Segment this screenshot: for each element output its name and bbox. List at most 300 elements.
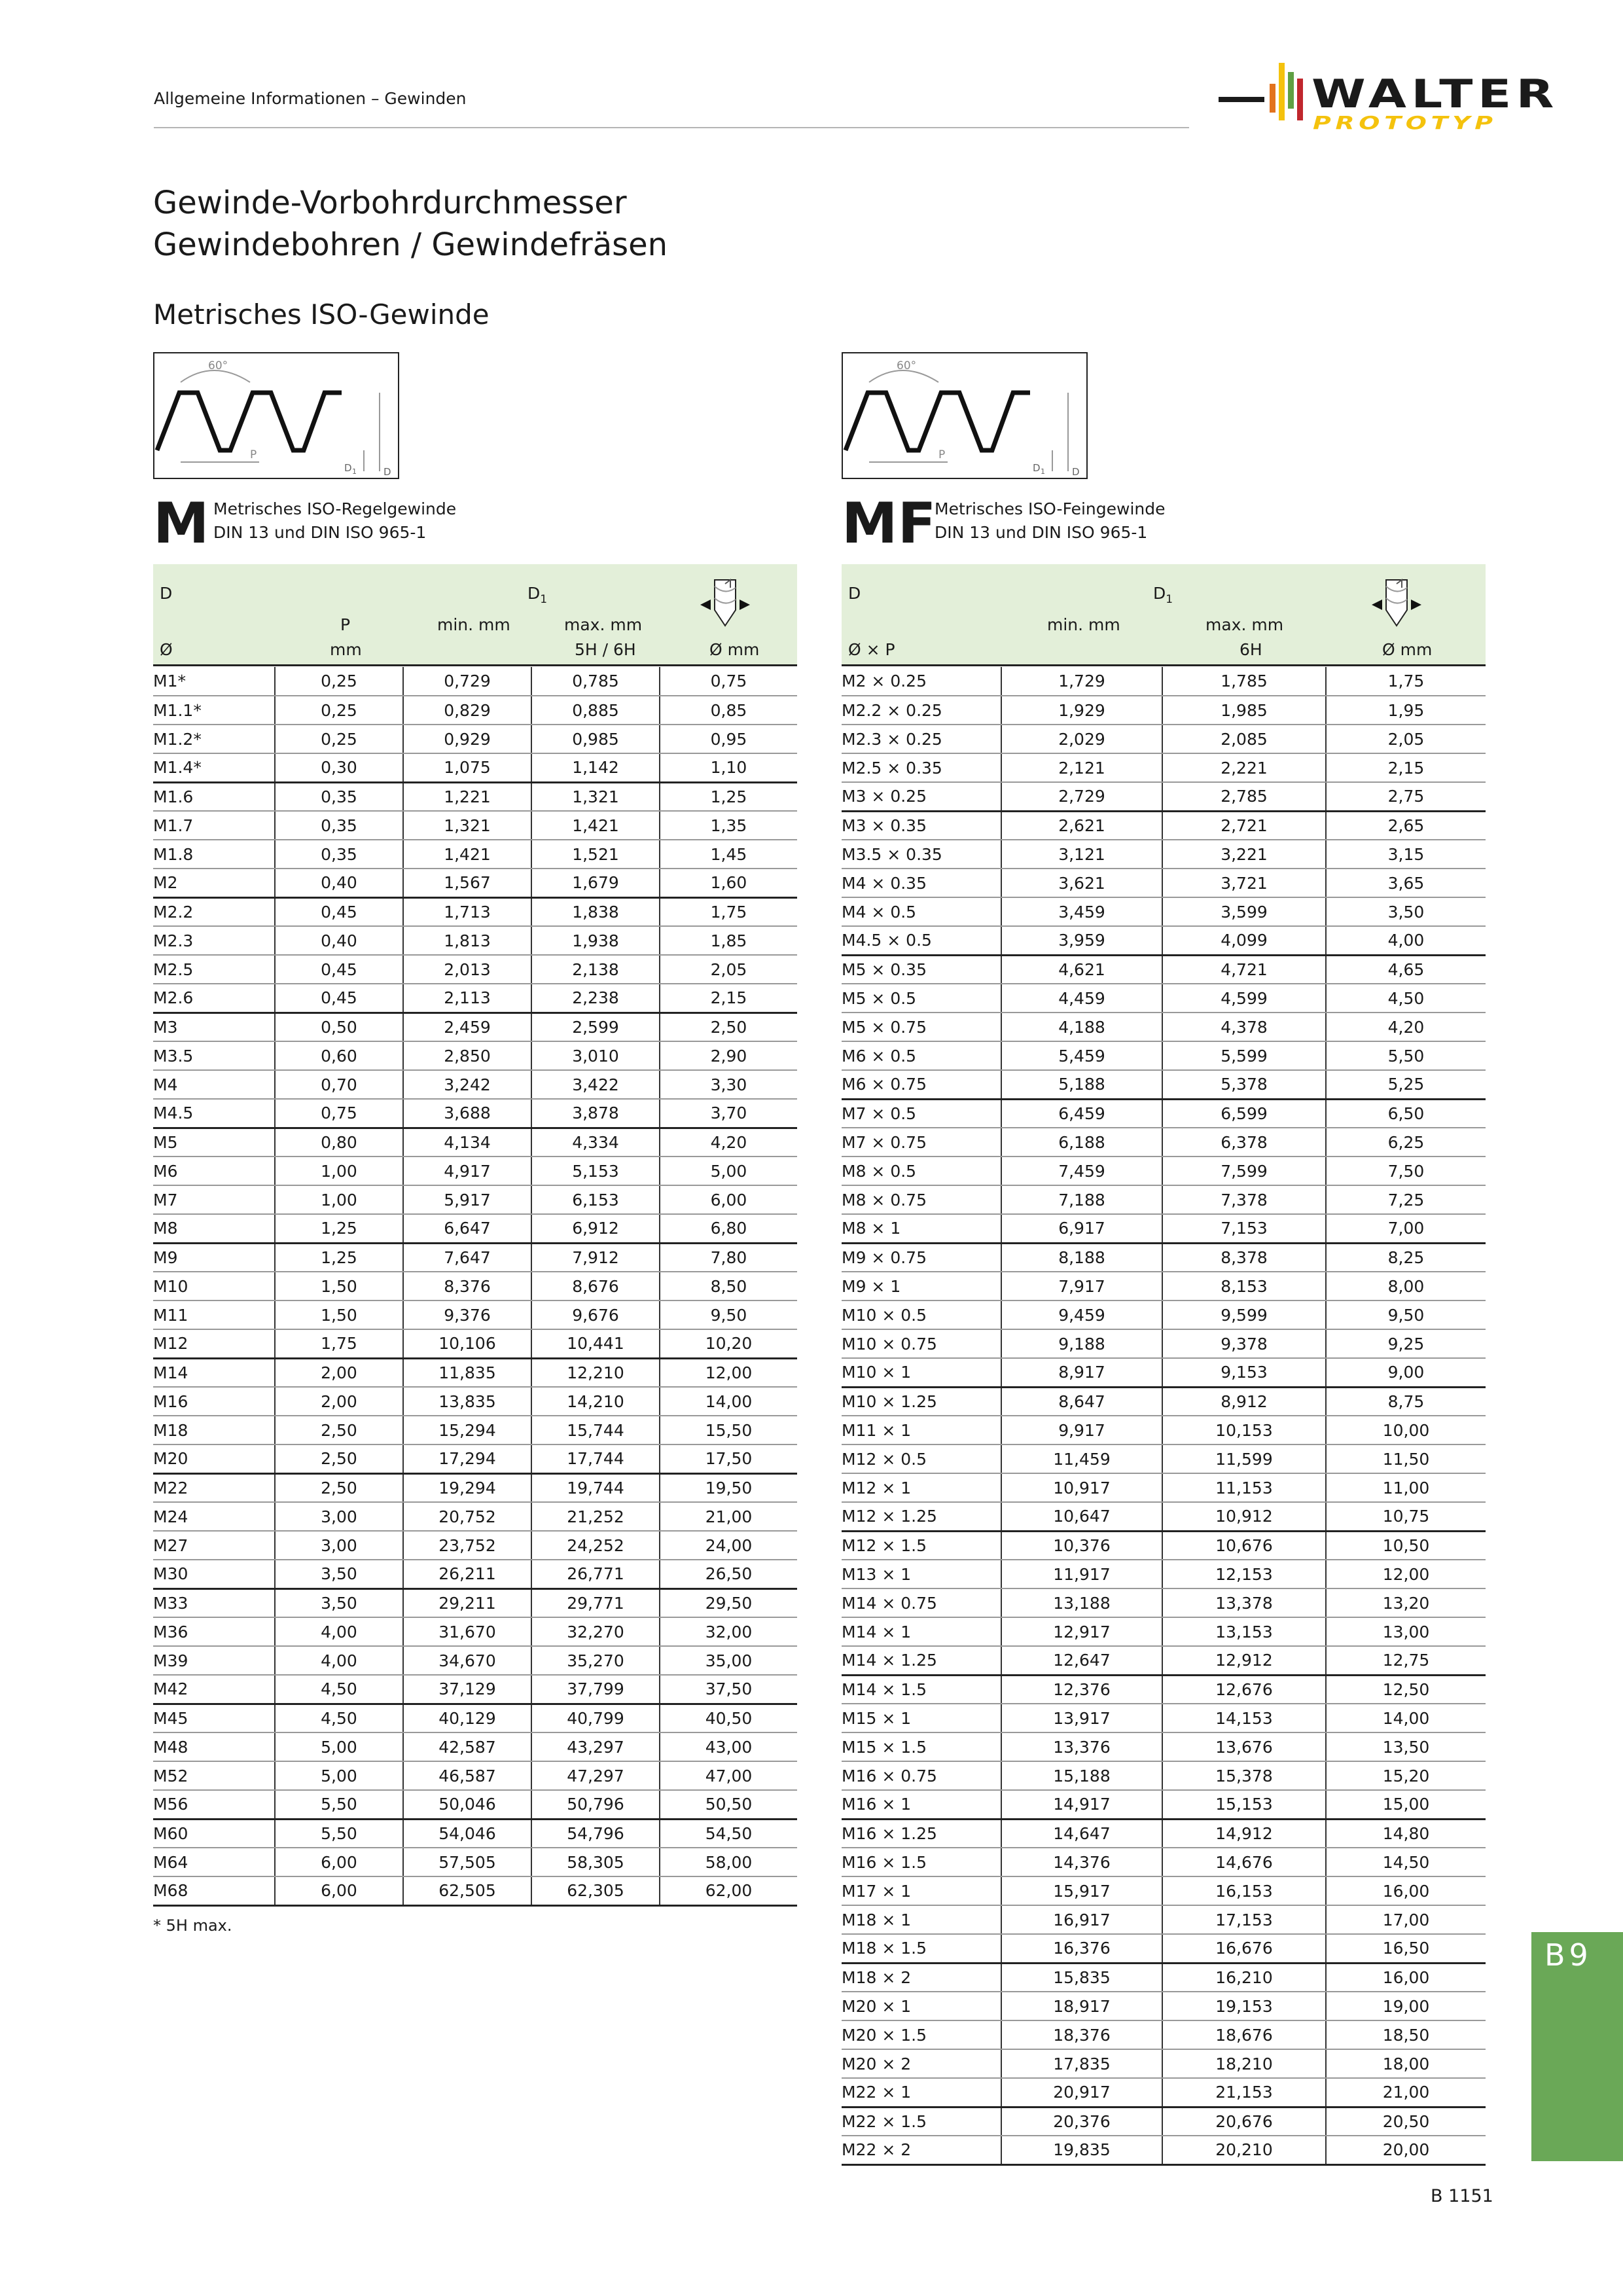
- thread-size-cell: M1.2*: [153, 725, 275, 753]
- thread-size-cell: M2 × 0.25: [842, 667, 1001, 696]
- table-row: [842, 782, 1486, 811]
- value-cell: 0,50: [275, 1013, 403, 1041]
- value-cell: 3,50: [1326, 897, 1486, 926]
- table-row: [842, 1646, 1486, 1675]
- value-cell: 26,771: [531, 1560, 660, 1588]
- value-cell: 4,00: [1326, 926, 1486, 955]
- table-row: [842, 2136, 1486, 2164]
- value-cell: 0,885: [531, 696, 660, 725]
- d1-subscript: 1: [352, 467, 357, 476]
- thread-size-cell: M2.2 × 0.25: [842, 696, 1001, 725]
- value-cell: 3,459: [1001, 897, 1162, 926]
- value-cell: 1,929: [1001, 696, 1162, 725]
- value-cell: 35,270: [531, 1646, 660, 1675]
- table-row: [153, 1185, 797, 1214]
- thread-size-cell: M12: [153, 1329, 275, 1358]
- value-cell: 24,00: [660, 1531, 797, 1560]
- value-cell: 11,50: [1326, 1444, 1486, 1473]
- value-cell: 54,796: [531, 1819, 660, 1848]
- table-row: [842, 926, 1486, 955]
- logo-bar-yellow: [1279, 63, 1285, 120]
- value-cell: 14,676: [1162, 1848, 1326, 1876]
- thread-size-cell: M10 × 1: [842, 1358, 1001, 1387]
- value-cell: 19,153: [1162, 1992, 1326, 2020]
- logo-wordmark: WALTER: [1311, 71, 1559, 117]
- table-row: [842, 696, 1486, 725]
- value-cell: 2,50: [275, 1473, 403, 1502]
- thread-size-cell: M2.6: [153, 984, 275, 1013]
- d-label: D: [1072, 466, 1080, 478]
- value-cell: 11,599: [1162, 1444, 1326, 1473]
- value-cell: 58,00: [660, 1848, 797, 1876]
- table-row: [153, 1099, 797, 1128]
- table-row: [842, 897, 1486, 926]
- table-row: [842, 1070, 1486, 1099]
- chapter-tab: [1531, 1932, 1623, 2161]
- table-row: [842, 1588, 1486, 1617]
- value-cell: 50,046: [403, 1790, 531, 1819]
- value-cell: 24,252: [531, 1531, 660, 1560]
- value-cell: 7,80: [660, 1243, 797, 1272]
- table-row: [153, 1588, 797, 1617]
- value-cell: 1,25: [275, 1243, 403, 1272]
- table-row: [153, 1300, 797, 1329]
- table-row: [153, 1732, 797, 1761]
- value-cell: 21,153: [1162, 2078, 1326, 2107]
- value-cell: 43,297: [531, 1732, 660, 1761]
- thread-size-cell: M5 × 0.75: [842, 1013, 1001, 1041]
- value-cell: 6,378: [1162, 1128, 1326, 1157]
- value-cell: 10,106: [403, 1329, 531, 1358]
- table-row: [153, 1013, 797, 1041]
- value-cell: 10,20: [660, 1329, 797, 1358]
- thread-size-cell: M17 × 1: [842, 1876, 1001, 1905]
- header-d: D: [848, 584, 861, 603]
- value-cell: 54,046: [403, 1819, 531, 1848]
- value-cell: 3,00: [275, 1502, 403, 1531]
- value-cell: 10,376: [1001, 1531, 1162, 1560]
- value-cell: 20,917: [1001, 2078, 1162, 2107]
- table-row: [153, 753, 797, 782]
- page-title-line1: Gewinde-Vorbohrdurchmesser: [153, 185, 627, 221]
- value-cell: 2,90: [660, 1041, 797, 1070]
- footnote: * 5H max.: [153, 1916, 232, 1935]
- table-row: [842, 1473, 1486, 1502]
- table-row: [153, 1387, 797, 1416]
- value-cell: 4,459: [1001, 984, 1162, 1013]
- thread-size-cell: M12 × 1.5: [842, 1531, 1001, 1560]
- table-row: [842, 1041, 1486, 1070]
- drill-icon: [1368, 573, 1446, 632]
- value-cell: 40,129: [403, 1704, 531, 1732]
- value-cell: 11,00: [1326, 1473, 1486, 1502]
- value-cell: 13,378: [1162, 1588, 1326, 1617]
- value-cell: 16,917: [1001, 1905, 1162, 1934]
- thread-size-cell: M68: [153, 1876, 275, 1905]
- thread-size-cell: M11 × 1: [842, 1416, 1001, 1444]
- thread-size-cell: M8 × 1: [842, 1214, 1001, 1243]
- value-cell: 0,45: [275, 955, 403, 984]
- table-row: [842, 1214, 1486, 1243]
- value-cell: 14,00: [660, 1387, 797, 1416]
- table-row: [842, 1358, 1486, 1387]
- value-cell: 0,25: [275, 725, 403, 753]
- thread-size-cell: M22 × 2: [842, 2136, 1001, 2164]
- value-cell: 8,912: [1162, 1387, 1326, 1416]
- header-size-pitch: Ø × P: [848, 640, 895, 659]
- value-cell: 18,676: [1162, 2020, 1326, 2049]
- thread-size-cell: M2.2: [153, 897, 275, 926]
- value-cell: 3,121: [1001, 840, 1162, 869]
- value-cell: 3,70: [660, 1099, 797, 1128]
- value-cell: 1,35: [660, 811, 797, 840]
- table-row: [842, 1675, 1486, 1704]
- standard-line2: DIN 13 und DIN ISO 965-1: [213, 523, 427, 542]
- thread-size-cell: M33: [153, 1588, 275, 1617]
- value-cell: 1,45: [660, 840, 797, 869]
- table-row: [153, 725, 797, 753]
- value-cell: 3,30: [660, 1070, 797, 1099]
- value-cell: 8,378: [1162, 1243, 1326, 1272]
- table-row: [153, 1876, 797, 1905]
- thread-size-cell: M14 × 1.5: [842, 1675, 1001, 1704]
- thread-size-cell: M8: [153, 1214, 275, 1243]
- table-row: [842, 1128, 1486, 1157]
- header-d1: $D_1$: [527, 584, 548, 606]
- value-cell: 20,752: [403, 1502, 531, 1531]
- value-cell: 37,799: [531, 1675, 660, 1704]
- thread-size-cell: M12 × 1.25: [842, 1502, 1001, 1531]
- d-label: D: [383, 466, 391, 478]
- value-cell: 0,60: [275, 1041, 403, 1070]
- thread-size-cell: M14: [153, 1358, 275, 1387]
- value-cell: 29,50: [660, 1588, 797, 1617]
- value-cell: 57,505: [403, 1848, 531, 1876]
- value-cell: 9,917: [1001, 1416, 1162, 1444]
- value-cell: 5,459: [1001, 1041, 1162, 1070]
- value-cell: 12,75: [1326, 1646, 1486, 1675]
- value-cell: 9,188: [1001, 1329, 1162, 1358]
- thread-size-cell: M12 × 0.5: [842, 1444, 1001, 1473]
- value-cell: 58,305: [531, 1848, 660, 1876]
- value-cell: 1,985: [1162, 696, 1326, 725]
- value-cell: 7,912: [531, 1243, 660, 1272]
- value-cell: 1,60: [660, 869, 797, 897]
- value-cell: 2,850: [403, 1041, 531, 1070]
- section-letter-m: M: [153, 491, 209, 556]
- value-cell: 10,50: [1326, 1531, 1486, 1560]
- page-number: B 1151: [1431, 2186, 1493, 2206]
- thread-size-cell: M6 × 0.75: [842, 1070, 1001, 1099]
- thread-table-fine: [842, 667, 1486, 2166]
- thread-size-cell: M10 × 1.25: [842, 1387, 1001, 1416]
- value-cell: 26,211: [403, 1560, 531, 1588]
- logo-bar-red: [1297, 79, 1303, 120]
- value-cell: 3,242: [403, 1070, 531, 1099]
- value-cell: 26,50: [660, 1560, 797, 1588]
- table-row: [153, 840, 797, 869]
- header-max: max. mm: [564, 615, 643, 634]
- value-cell: 15,294: [403, 1416, 531, 1444]
- value-cell: 0,30: [275, 753, 403, 782]
- value-cell: 0,25: [275, 667, 403, 696]
- value-cell: 1,713: [403, 897, 531, 926]
- value-cell: 9,599: [1162, 1300, 1326, 1329]
- thread-size-cell: M3.5: [153, 1041, 275, 1070]
- value-cell: 15,188: [1001, 1761, 1162, 1790]
- value-cell: 1,00: [275, 1157, 403, 1185]
- table-row: [153, 926, 797, 955]
- value-cell: 32,270: [531, 1617, 660, 1646]
- thread-size-cell: M39: [153, 1646, 275, 1675]
- thread-size-cell: M3 × 0.25: [842, 782, 1001, 811]
- angle-label: 60°: [897, 359, 917, 372]
- value-cell: 2,729: [1001, 782, 1162, 811]
- value-cell: 7,599: [1162, 1157, 1326, 1185]
- value-cell: 12,50: [1326, 1675, 1486, 1704]
- table-row: [842, 1502, 1486, 1531]
- value-cell: 8,917: [1001, 1358, 1162, 1387]
- value-cell: 6,917: [1001, 1214, 1162, 1243]
- value-cell: 0,80: [275, 1128, 403, 1157]
- value-cell: 0,40: [275, 869, 403, 897]
- thread-size-cell: M18 × 1.5: [842, 1934, 1001, 1963]
- value-cell: 0,75: [660, 667, 797, 696]
- header-unit: mm: [330, 640, 362, 659]
- value-cell: 8,188: [1001, 1243, 1162, 1272]
- value-cell: 14,80: [1326, 1819, 1486, 1848]
- table-row: [842, 1416, 1486, 1444]
- value-cell: 0,35: [275, 840, 403, 869]
- table-row: [153, 1272, 797, 1300]
- table-row: [842, 1790, 1486, 1819]
- value-cell: 8,376: [403, 1272, 531, 1300]
- value-cell: 10,647: [1001, 1502, 1162, 1531]
- thread-size-cell: M2.3: [153, 926, 275, 955]
- thread-size-cell: M18: [153, 1416, 275, 1444]
- table-row: [842, 667, 1486, 696]
- value-cell: 8,647: [1001, 1387, 1162, 1416]
- value-cell: 1,221: [403, 782, 531, 811]
- thread-size-cell: M12 × 1: [842, 1473, 1001, 1502]
- value-cell: 9,50: [660, 1300, 797, 1329]
- table-row: [153, 667, 797, 696]
- value-cell: 3,50: [275, 1588, 403, 1617]
- value-cell: 4,188: [1001, 1013, 1162, 1041]
- value-cell: 47,297: [531, 1761, 660, 1790]
- thread-size-cell: M1.8: [153, 840, 275, 869]
- value-cell: 15,744: [531, 1416, 660, 1444]
- thread-size-cell: M18 × 1: [842, 1905, 1001, 1934]
- table-row: [153, 984, 797, 1013]
- table-row: [153, 782, 797, 811]
- thread-size-cell: M20 × 2: [842, 2049, 1001, 2078]
- table-row: [153, 1243, 797, 1272]
- d1-label: D: [344, 462, 352, 474]
- value-cell: 19,835: [1001, 2136, 1162, 2164]
- value-cell: 11,153: [1162, 1473, 1326, 1502]
- value-cell: 1,85: [660, 926, 797, 955]
- value-cell: 1,50: [275, 1300, 403, 1329]
- table-row: [842, 955, 1486, 984]
- value-cell: 31,670: [403, 1617, 531, 1646]
- table-row: [153, 897, 797, 926]
- value-cell: 0,45: [275, 897, 403, 926]
- table-row: [842, 1013, 1486, 1041]
- value-cell: 1,729: [1001, 667, 1162, 696]
- value-cell: 1,075: [403, 753, 531, 782]
- header-d: D: [160, 584, 173, 603]
- thread-size-cell: M22 × 1: [842, 2078, 1001, 2107]
- value-cell: 7,00: [1326, 1214, 1486, 1243]
- table-row: [842, 1761, 1486, 1790]
- value-cell: 3,721: [1162, 869, 1326, 897]
- table-row: [842, 1185, 1486, 1214]
- thread-size-cell: M27: [153, 1531, 275, 1560]
- thread-size-cell: M1.6: [153, 782, 275, 811]
- value-cell: 7,917: [1001, 1272, 1162, 1300]
- value-cell: 7,188: [1001, 1185, 1162, 1214]
- value-cell: 13,917: [1001, 1704, 1162, 1732]
- value-cell: 13,188: [1001, 1588, 1162, 1617]
- value-cell: 7,50: [1326, 1157, 1486, 1185]
- thread-size-cell: M16 × 1.25: [842, 1819, 1001, 1848]
- value-cell: 2,721: [1162, 811, 1326, 840]
- value-cell: 47,00: [660, 1761, 797, 1790]
- table-row: [842, 869, 1486, 897]
- value-cell: 3,221: [1162, 840, 1326, 869]
- value-cell: 5,917: [403, 1185, 531, 1214]
- value-cell: 10,676: [1162, 1531, 1326, 1560]
- value-cell: 12,647: [1001, 1646, 1162, 1675]
- thread-size-cell: M7: [153, 1185, 275, 1214]
- value-cell: 4,599: [1162, 984, 1326, 1013]
- thread-size-cell: M2.5 × 0.35: [842, 753, 1001, 782]
- value-cell: 0,70: [275, 1070, 403, 1099]
- value-cell: 37,129: [403, 1675, 531, 1704]
- value-cell: 19,294: [403, 1473, 531, 1502]
- walter-logo: [1219, 60, 1559, 134]
- thread-size-cell: M7 × 0.75: [842, 1128, 1001, 1157]
- chapter-tab-label: B9: [1544, 1937, 1592, 1973]
- thread-size-cell: M6: [153, 1157, 275, 1185]
- value-cell: 1,321: [531, 782, 660, 811]
- value-cell: 2,029: [1001, 725, 1162, 753]
- value-cell: 17,153: [1162, 1905, 1326, 1934]
- value-cell: 10,75: [1326, 1502, 1486, 1531]
- value-cell: 1,25: [660, 782, 797, 811]
- value-cell: 6,599: [1162, 1099, 1326, 1128]
- value-cell: 9,459: [1001, 1300, 1162, 1329]
- value-cell: 5,50: [275, 1790, 403, 1819]
- value-cell: 3,422: [531, 1070, 660, 1099]
- thread-size-cell: M3.5 × 0.35: [842, 840, 1001, 869]
- value-cell: 34,670: [403, 1646, 531, 1675]
- value-cell: 6,00: [275, 1848, 403, 1876]
- value-cell: 4,20: [1326, 1013, 1486, 1041]
- value-cell: 18,376: [1001, 2020, 1162, 2049]
- value-cell: 4,917: [403, 1157, 531, 1185]
- value-cell: 6,188: [1001, 1128, 1162, 1157]
- value-cell: 19,50: [660, 1473, 797, 1502]
- value-cell: 1,00: [275, 1185, 403, 1214]
- standard-description-left: [213, 497, 456, 545]
- thread-size-cell: M48: [153, 1732, 275, 1761]
- table-row: [153, 1790, 797, 1819]
- table-row: [842, 1387, 1486, 1416]
- value-cell: 6,00: [660, 1185, 797, 1214]
- table-header-left: [153, 564, 797, 666]
- value-cell: 5,153: [531, 1157, 660, 1185]
- thread-size-cell: M14 × 1.25: [842, 1646, 1001, 1675]
- value-cell: 16,00: [1326, 1876, 1486, 1905]
- value-cell: 1,813: [403, 926, 531, 955]
- table-row: [153, 1675, 797, 1704]
- thread-size-cell: M36: [153, 1617, 275, 1646]
- thread-size-cell: M30: [153, 1560, 275, 1588]
- table-row: [842, 1329, 1486, 1358]
- header-d1: $D_1$: [1153, 584, 1173, 606]
- value-cell: 2,15: [660, 984, 797, 1013]
- value-cell: 0,85: [660, 696, 797, 725]
- table-row: [842, 2049, 1486, 2078]
- thread-size-cell: M8 × 0.75: [842, 1185, 1001, 1214]
- header-diameter: Ø: [160, 640, 173, 659]
- value-cell: 16,153: [1162, 1876, 1326, 1905]
- table-row: [153, 1819, 797, 1848]
- value-cell: 11,917: [1001, 1560, 1162, 1588]
- value-cell: 14,00: [1326, 1704, 1486, 1732]
- table-row: [153, 811, 797, 840]
- table-row: [153, 1531, 797, 1560]
- value-cell: 8,75: [1326, 1387, 1486, 1416]
- value-cell: 6,459: [1001, 1099, 1162, 1128]
- value-cell: 0,35: [275, 811, 403, 840]
- value-cell: 50,50: [660, 1790, 797, 1819]
- value-cell: 20,00: [1326, 2136, 1486, 2164]
- table-row: [842, 1732, 1486, 1761]
- value-cell: 9,376: [403, 1300, 531, 1329]
- thread-size-cell: M20: [153, 1444, 275, 1473]
- value-cell: 4,50: [275, 1675, 403, 1704]
- table-row: [842, 1963, 1486, 1992]
- thread-size-cell: M1.4*: [153, 753, 275, 782]
- value-cell: 3,878: [531, 1099, 660, 1128]
- value-cell: 1,50: [275, 1272, 403, 1300]
- value-cell: 14,647: [1001, 1819, 1162, 1848]
- thread-size-cell: M10 × 0.5: [842, 1300, 1001, 1329]
- value-cell: 0,45: [275, 984, 403, 1013]
- value-cell: 3,621: [1001, 869, 1162, 897]
- value-cell: 1,838: [531, 897, 660, 926]
- value-cell: 15,917: [1001, 1876, 1162, 1905]
- header-max: max. mm: [1205, 615, 1284, 634]
- table-row: [153, 1617, 797, 1646]
- d1-subscript: 1: [1041, 467, 1045, 476]
- value-cell: 20,376: [1001, 2107, 1162, 2136]
- value-cell: 0,35: [275, 782, 403, 811]
- pitch-label: P: [938, 448, 946, 461]
- thread-profile-diagram-right: [842, 352, 1088, 479]
- logo-bar-orange: [1270, 84, 1275, 113]
- value-cell: 46,587: [403, 1761, 531, 1790]
- value-cell: 9,378: [1162, 1329, 1326, 1358]
- table-row: [842, 1157, 1486, 1185]
- thread-size-cell: M15 × 1: [842, 1704, 1001, 1732]
- thread-size-cell: M16 × 0.75: [842, 1761, 1001, 1790]
- value-cell: 15,378: [1162, 1761, 1326, 1790]
- value-cell: 8,25: [1326, 1243, 1486, 1272]
